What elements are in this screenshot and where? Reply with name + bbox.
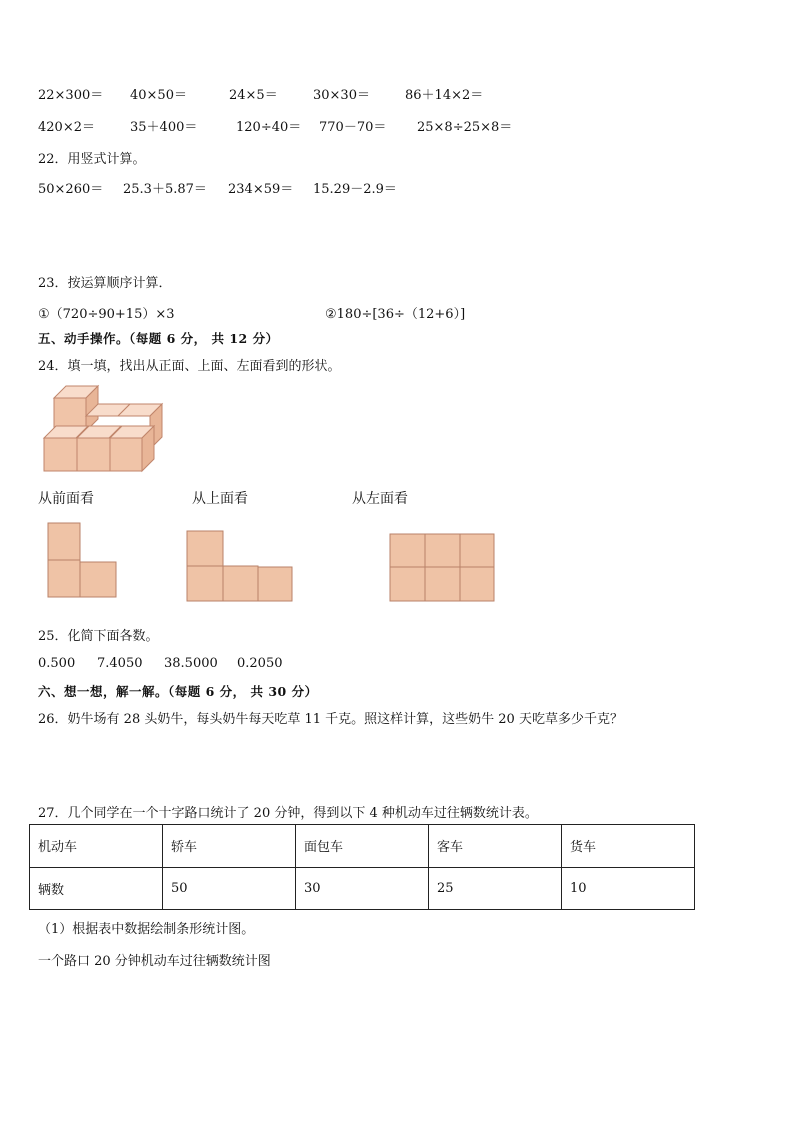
calc-item: 86＋14×2＝ xyxy=(405,88,484,103)
calc-item: 30×30＝ xyxy=(313,88,370,103)
view-label-front: 从前面看 xyxy=(38,491,94,507)
question-title: 23．按运算顺序计算． xyxy=(38,276,172,291)
table-cell: 50 xyxy=(163,867,296,910)
number-item: 0.500 xyxy=(38,656,76,671)
table-cell: 货车 xyxy=(562,825,695,868)
calc-item: ①（720÷90+15）×3 xyxy=(38,307,175,322)
table-row xyxy=(30,867,695,910)
number-item: 7.4050 xyxy=(97,656,143,671)
left-view-shape xyxy=(389,533,497,603)
table-cell: 25 xyxy=(429,867,562,910)
table-cell: 10 xyxy=(562,867,695,910)
table-cell: 辆数 xyxy=(30,867,163,910)
view-label-left: 从左面看 xyxy=(352,491,408,507)
calc-item: 770－70＝ xyxy=(319,120,387,135)
calc-item: 35＋400＝ xyxy=(130,120,198,135)
calc-item: 24×5＝ xyxy=(229,88,278,103)
table-row xyxy=(30,825,695,868)
front-view-shape xyxy=(47,522,119,600)
calc-item: 15.29－2.9＝ xyxy=(313,182,397,197)
table-cell: 面包车 xyxy=(296,825,429,868)
table-cell: 客车 xyxy=(429,825,562,868)
calc-item: 25.3＋5.87＝ xyxy=(123,182,207,197)
calc-item: 25×8÷25×8＝ xyxy=(417,120,513,135)
vehicle-count-table xyxy=(29,824,695,910)
calc-item: 40×50＝ xyxy=(130,88,187,103)
calc-item: 50×260＝ xyxy=(38,182,104,197)
calc-item: 120÷40＝ xyxy=(236,120,302,135)
calc-item: 420×2＝ xyxy=(38,120,95,135)
question-title: 25．化简下面各数。 xyxy=(38,629,159,644)
calc-item: 22×300＝ xyxy=(38,88,104,103)
question-title: 24．填一填，找出从正面、上面、左面看到的形状。 xyxy=(38,359,341,374)
top-view-shape xyxy=(186,530,294,603)
calc-item: ②180÷[36÷（12+6）] xyxy=(325,307,466,322)
chart-caption: 一个路口 20 分钟机动车过往辆数统计图 xyxy=(38,954,271,969)
table-cell: 轿车 xyxy=(163,825,296,868)
number-item: 38.5000 xyxy=(164,656,218,671)
table-cell: 30 xyxy=(296,867,429,910)
number-item: 0.2050 xyxy=(237,656,283,671)
question-title: 22．用竖式计算。 xyxy=(38,152,146,167)
sub-question: （1）根据表中数据绘制条形统计图。 xyxy=(38,922,255,937)
section-heading: 五、动手操作。（每题 6 分， 共 12 分） xyxy=(38,331,279,346)
calc-item: 234×59＝ xyxy=(228,182,294,197)
section-heading: 六、想一想，解一解。（每题 6 分， 共 30 分） xyxy=(38,684,318,699)
cube-stack-illustration xyxy=(40,383,175,475)
table-cell: 机动车 xyxy=(30,825,163,868)
question-text: 26．奶牛场有 28 头奶牛，每头奶牛每天吃草 11 千克。照这样计算，这些奶牛 20 天吃草多少千克？ xyxy=(38,712,623,727)
question-text: 27．几个同学在一个十字路口统计了 20 分钟，得到以下 4 种机动车过往辆数统计表。 xyxy=(38,806,538,821)
view-label-top: 从上面看 xyxy=(192,491,248,507)
